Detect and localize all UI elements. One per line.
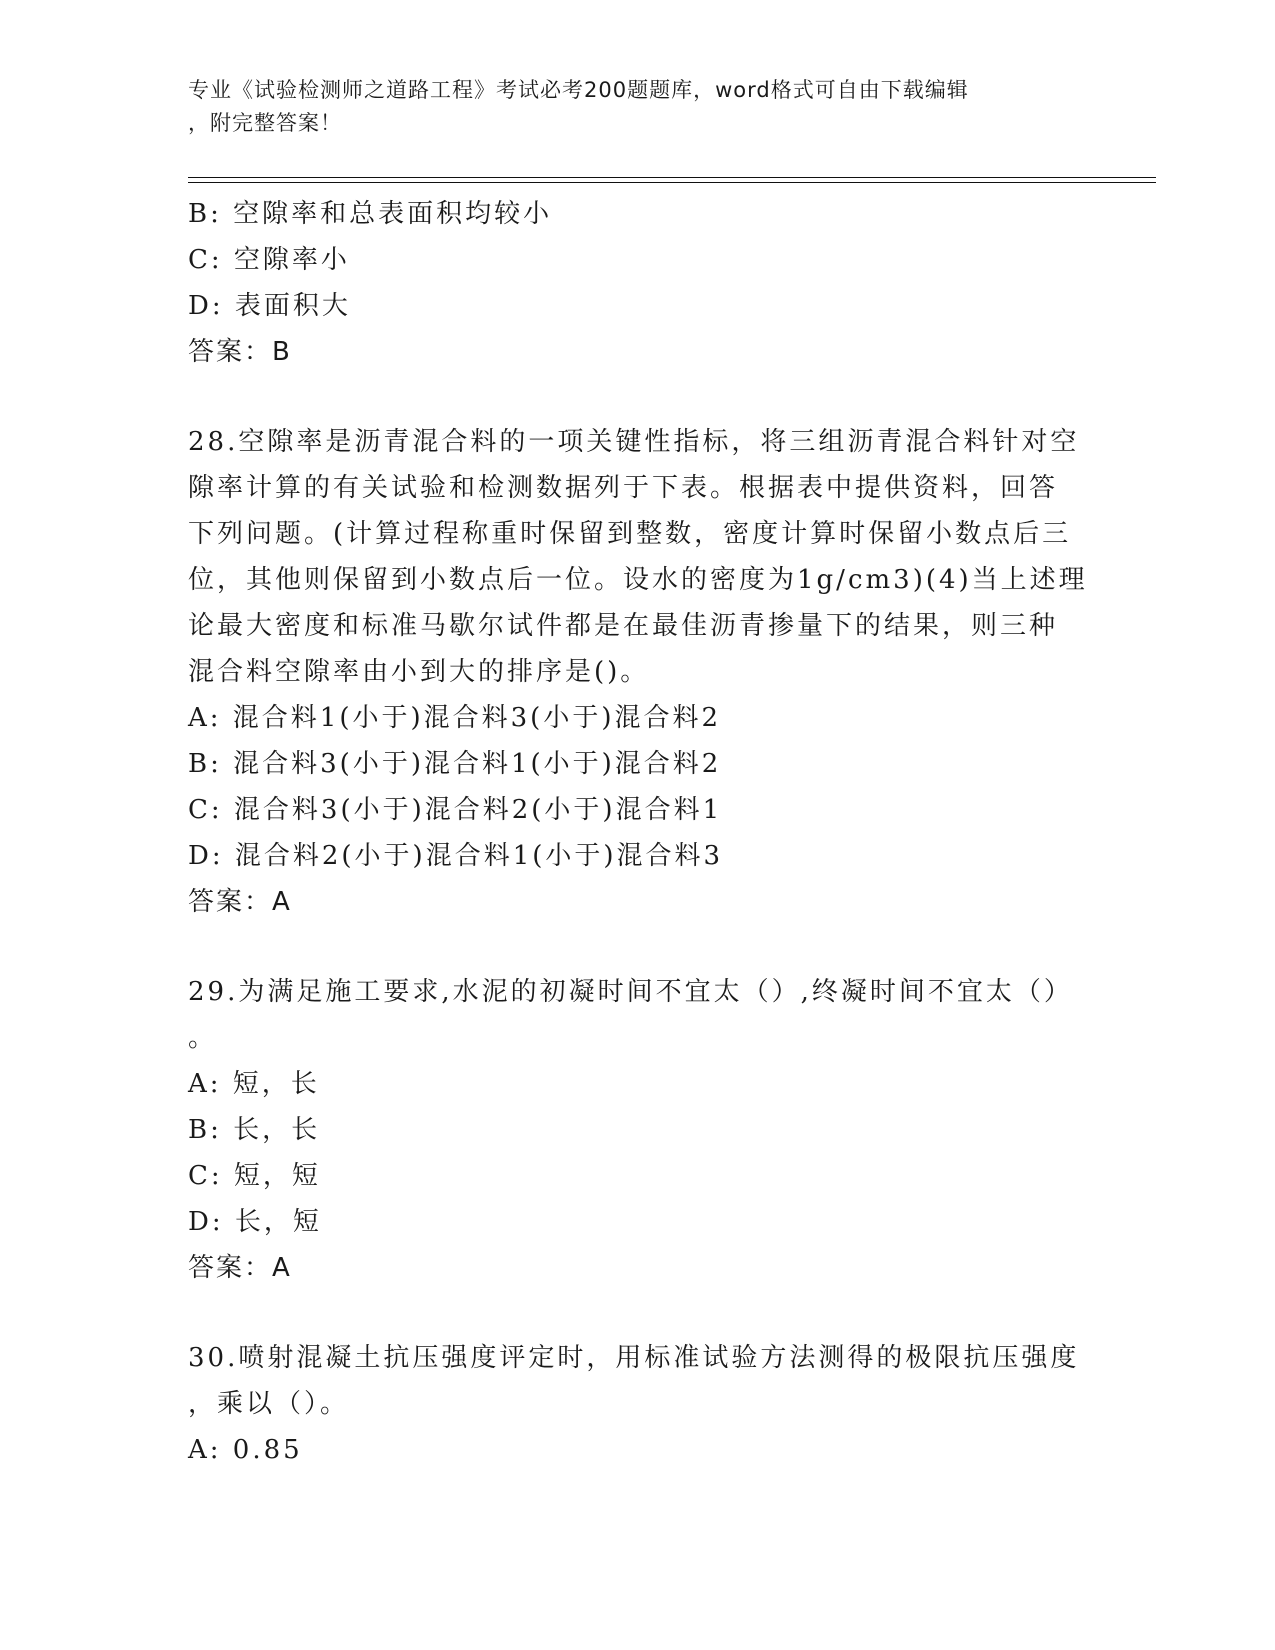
question-28-line-5: 论最大密度和标准马歇尔试件都是在最佳沥青掺量下的结果，则三种 xyxy=(188,611,1059,641)
question-28-answer: 答案：A xyxy=(188,887,292,917)
question-29-option-b: B: 长，长 xyxy=(188,1115,321,1145)
question-28-option-d: D: 混合料2(小于)混合料1(小于)混合料3 xyxy=(188,841,724,871)
question-29-option-a: A: 短，长 xyxy=(188,1069,320,1099)
option-b: B: 空隙率和总表面积均较小 xyxy=(188,199,553,229)
question-28-line-6: 混合料空隙率由小到大的排序是()。 xyxy=(188,657,650,687)
question-30-line-2: ，乘以（）。 xyxy=(188,1389,350,1419)
question-28-line-1: 28.空隙率是沥青混合料的一项关键性指标，将三组沥青混合料针对空 xyxy=(188,427,1080,457)
header-line-1: 专业《试验检测师之道路工程》考试必考200题题库，word格式可自由下载编辑 xyxy=(188,78,969,102)
option-d: D: 表面积大 xyxy=(188,291,351,321)
option-c: C: 空隙率小 xyxy=(188,245,350,275)
document-header xyxy=(188,74,1068,140)
question-28-option-a: A: 混合料1(小于)混合料3(小于)混合料2 xyxy=(188,703,722,733)
answer-line: 答案：B xyxy=(188,337,292,367)
question-28-option-c: C: 混合料3(小于)混合料2(小于)混合料1 xyxy=(188,795,723,825)
question-28-line-4: 位，其他则保留到小数点后一位。设水的密度为1g/cm3)(4)当上述理 xyxy=(188,565,1088,595)
question-28-line-3: 下列问题。(计算过程称重时保留到整数，密度计算时保留小数点后三 xyxy=(188,519,1072,549)
document-body xyxy=(188,191,1088,1473)
header-divider-top xyxy=(188,177,1156,178)
header-divider-bottom xyxy=(188,182,1156,183)
header-line-2: ，附完整答案！ xyxy=(188,111,342,135)
question-29-option-c: C: 短，短 xyxy=(188,1161,321,1191)
question-29-answer: 答案：A xyxy=(188,1253,292,1283)
question-29-line-1: 29.为满足施工要求,水泥的初凝时间不宜太（）,终凝时间不宜太（） xyxy=(188,977,1073,1007)
question-30-line-1: 30.喷射混凝土抗压强度评定时，用标准试验方法测得的极限抗压强度 xyxy=(188,1343,1080,1373)
question-29-line-2: 。 xyxy=(188,1023,218,1053)
question-28-line-2: 隙率计算的有关试验和检测数据列于下表。根据表中提供资料，回答 xyxy=(188,473,1059,503)
question-29-option-d: D: 长，短 xyxy=(188,1207,322,1237)
question-28-option-b: B: 混合料3(小于)混合料1(小于)混合料2 xyxy=(188,749,722,779)
question-30-option-a: A: 0.85 xyxy=(188,1435,303,1465)
